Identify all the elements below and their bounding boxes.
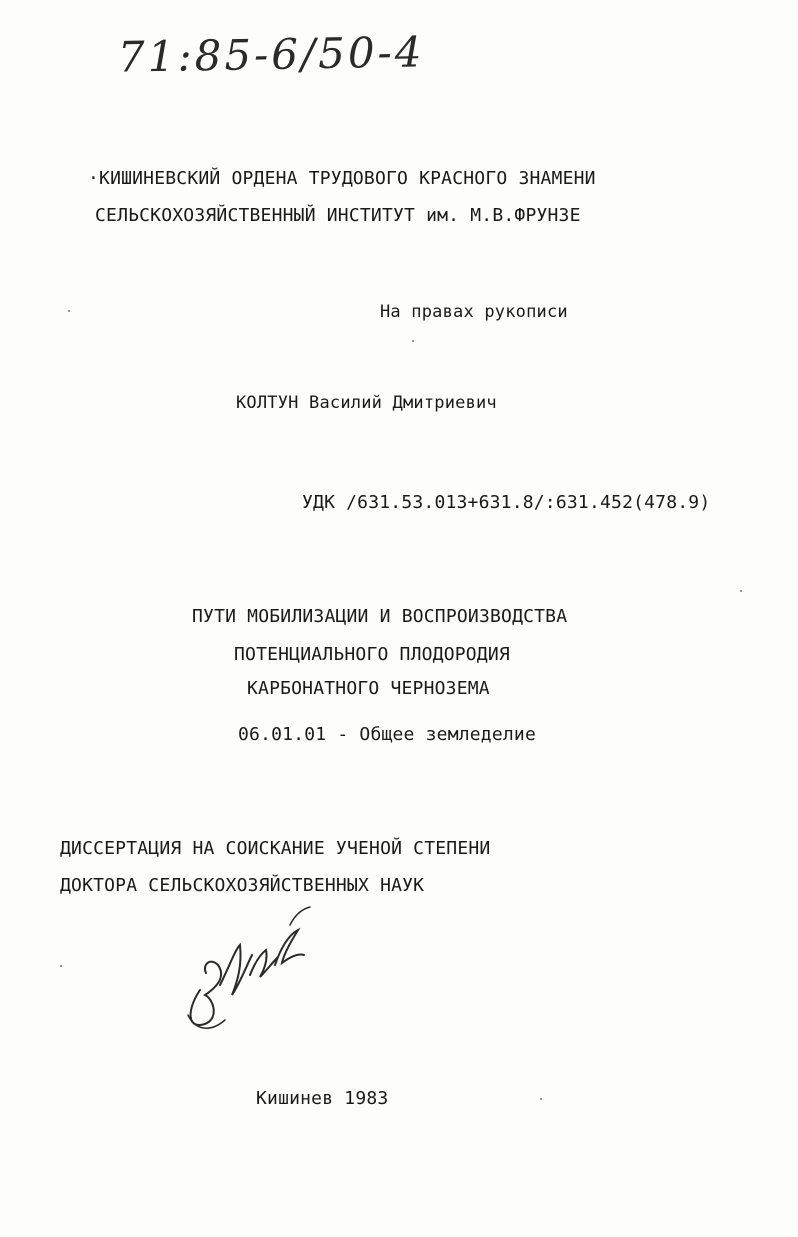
title-line-2: ПОТЕНЦИАЛЬНОГО ПЛОДОРОДИЯ	[234, 644, 510, 665]
manuscript-rights: На правах рукописи	[380, 302, 568, 322]
author-name: КОЛТУН Василий Дмитриевич	[236, 393, 497, 413]
degree-line-2: ДОКТОРА СЕЛЬСКОХОЗЯЙСТВЕННЫХ НАУК	[60, 875, 425, 896]
city-year: Кишинев 1983	[256, 1088, 389, 1109]
paper-speck	[740, 590, 742, 592]
paper-speck	[540, 1098, 542, 1100]
specialty: 06.01.01 - Общее земледелие	[238, 724, 536, 745]
title-line-1: ПУТИ МОБИЛИЗАЦИИ И ВОСПРОИЗВОДСТВА	[192, 606, 568, 627]
paper-speck	[60, 965, 62, 967]
archive-code-handwritten: 71:85-6/50-4	[117, 27, 425, 82]
title-line-3: КАРБОНАТНОГО ЧЕРНОЗЕМА	[247, 678, 490, 699]
paper-speck	[412, 340, 414, 342]
paper-speck	[68, 310, 70, 312]
signature-graphic	[180, 905, 320, 1035]
udc-code: УДК /631.53.013+631.8/:631.452(478.9)	[302, 492, 711, 513]
degree-line-1: ДИССЕРТАЦИЯ НА СОИСКАНИЕ УЧЕНОЙ СТЕПЕНИ	[60, 838, 491, 859]
institution-line-2: СЕЛЬСКОХОЗЯЙСТВЕННЫЙ ИНСТИТУТ им. М.В.ФРУНЗЕ	[95, 205, 581, 226]
institution-line-1: ·КИШИНЕВСКИЙ ОРДЕНА ТРУДОВОГО КРАСНОГО ЗНАМЕНИ	[88, 168, 596, 189]
